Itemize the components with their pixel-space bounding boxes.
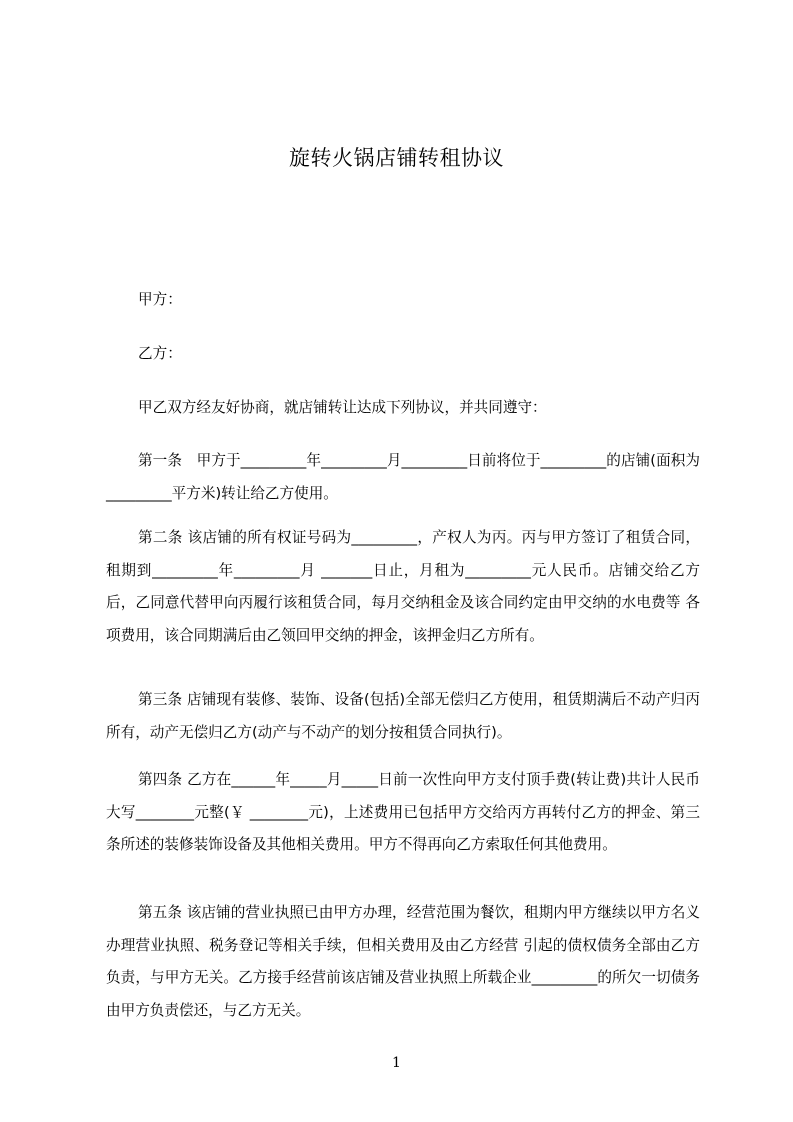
clause-5: 第五条 该店铺的营业执照已由甲方办理，经营范围为餐饮，租期内甲方继续以甲方名义办理营业执照、税务登记等相关手续，但相关费用及由乙方经营 引起的债权债务全部由乙方负责，与甲方无关。乙方接手经营前该店铺及营业执照上所载企业_________的所欠一切债务由甲方负责偿还，与乙方无关。	[106, 904, 700, 1019]
clause-4: 第四条 乙方在______年_____月_____日前一次性向甲方支付顶手费(转让费)共计人民币大写________元整(￥ ________元)，上述费用已包括甲方交给丙方再转付乙方的押金、第三条所述的装修装饰设备及其他相关费用。甲方不得再向乙方索取任何其他费用。	[106, 771, 700, 853]
clause-1: 第一条 甲方于_________年_________月_________日前将位于_________的店铺(面积为_________平方米)转让给乙方使用。	[106, 452, 700, 502]
clause-2: 第二条 该店铺的所有权证号码为_________，产权人为丙。丙与甲方签订了租赁合同，租期到_________年_________月 _______日止，月租为_________元人民币。店铺交给乙方后，乙同意代替甲向丙履行该租赁合同，每月交纳租金及该合同约定由甲交纳的水电费等 各项费用，该合同期满后由乙领回甲交纳的押金，该押金归乙方所有。	[106, 529, 700, 644]
clause-3: 第三条 店铺现有装修、装饰、设备(包括)全部无偿归乙方使用，租赁期满后不动产归丙所有，动产无偿归乙方(动产与不动产的划分按租赁合同执行)。	[106, 691, 700, 741]
party-b-line: 乙方：	[138, 345, 182, 362]
preamble: 甲乙双方经友好协商，就店铺转让达成下列协议，并共同遵守：	[138, 399, 547, 416]
page-number: 1	[392, 1055, 401, 1071]
document-title: 旋转火锅店铺转租协议	[289, 146, 504, 170]
party-a-line: 甲方：	[138, 291, 182, 308]
